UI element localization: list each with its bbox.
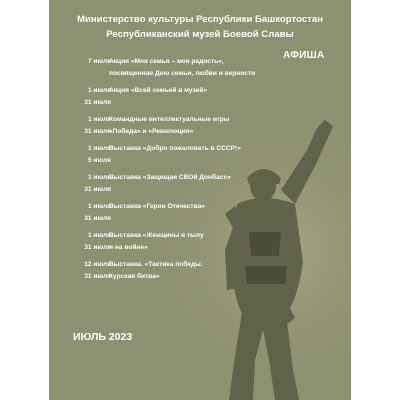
event-date-to: 31 июля bbox=[84, 243, 111, 251]
museum-title: Республиканский музей Боевой Славы bbox=[106, 29, 294, 40]
event-title bbox=[109, 143, 279, 155]
event-title-line: Выставка «Женщины в тылу bbox=[109, 232, 204, 239]
event-dates bbox=[49, 56, 111, 68]
event-dates bbox=[49, 201, 111, 224]
event-date-from: 12 июля bbox=[84, 261, 111, 268]
event-title-line: и на войне» bbox=[109, 243, 148, 251]
event-dates bbox=[49, 114, 111, 137]
event-title bbox=[109, 259, 279, 282]
event-title-line: Акция «Моя семья – моя радость», bbox=[109, 58, 224, 65]
event-title-line: посвященная Дню семьи, любви и верности bbox=[109, 69, 256, 77]
poster bbox=[49, 0, 351, 400]
event-dates bbox=[49, 85, 111, 108]
event-date-from: 1 июля bbox=[87, 232, 111, 239]
event-title-line: Выставка. «Тактика победы. bbox=[109, 261, 203, 268]
event-title bbox=[109, 172, 279, 184]
event-title-line: Выставка «Добро пожаловать в СССР!» bbox=[109, 145, 241, 152]
event-date-to: 31 июля bbox=[84, 127, 111, 135]
ministry-title: Министерство культуры Республики Башкортостан bbox=[76, 14, 323, 25]
event-dates bbox=[49, 143, 111, 166]
event-title-line: Курская битва» bbox=[109, 272, 160, 280]
event-dates bbox=[49, 259, 111, 282]
event-date-to: 31 июля bbox=[84, 214, 111, 222]
event-date-to: 31 июля bbox=[84, 272, 111, 280]
poster-header bbox=[49, 12, 351, 42]
event-dates bbox=[49, 172, 111, 195]
event-date-to: 31 июля bbox=[84, 185, 111, 193]
event-title bbox=[109, 85, 279, 97]
event-title-line: «Победа» и «Революция» bbox=[109, 127, 194, 135]
event-date-to: 5 июля bbox=[87, 156, 111, 164]
event-date-from: 1 июля bbox=[87, 203, 111, 210]
event-title bbox=[109, 201, 279, 213]
event-date-from: 1 июля bbox=[87, 145, 111, 152]
event-title-line: Командные интеллектуальные игры bbox=[109, 116, 230, 123]
event-title bbox=[109, 114, 279, 137]
event-date-from: 1 июля bbox=[87, 116, 111, 123]
event-date-from: 1 июля bbox=[87, 87, 111, 94]
event-title bbox=[109, 56, 279, 79]
event-title-line: Выставка «Защищая СВОй Донбасс» bbox=[109, 174, 231, 181]
event-dates bbox=[49, 230, 111, 253]
event-date-to: 31 июля bbox=[84, 98, 111, 106]
event-title-line: Выставка «Герои Отечества» bbox=[109, 203, 205, 210]
event-date-from: 7 июля bbox=[87, 58, 111, 65]
month-label: ИЮЛЬ 2023 bbox=[73, 331, 133, 343]
event-title-line: Акция «Всей семьей в музей» bbox=[109, 87, 208, 94]
afisha-label: АФИША bbox=[283, 50, 325, 61]
event-date-from: 1 июля bbox=[87, 174, 111, 181]
event-title bbox=[109, 230, 279, 253]
